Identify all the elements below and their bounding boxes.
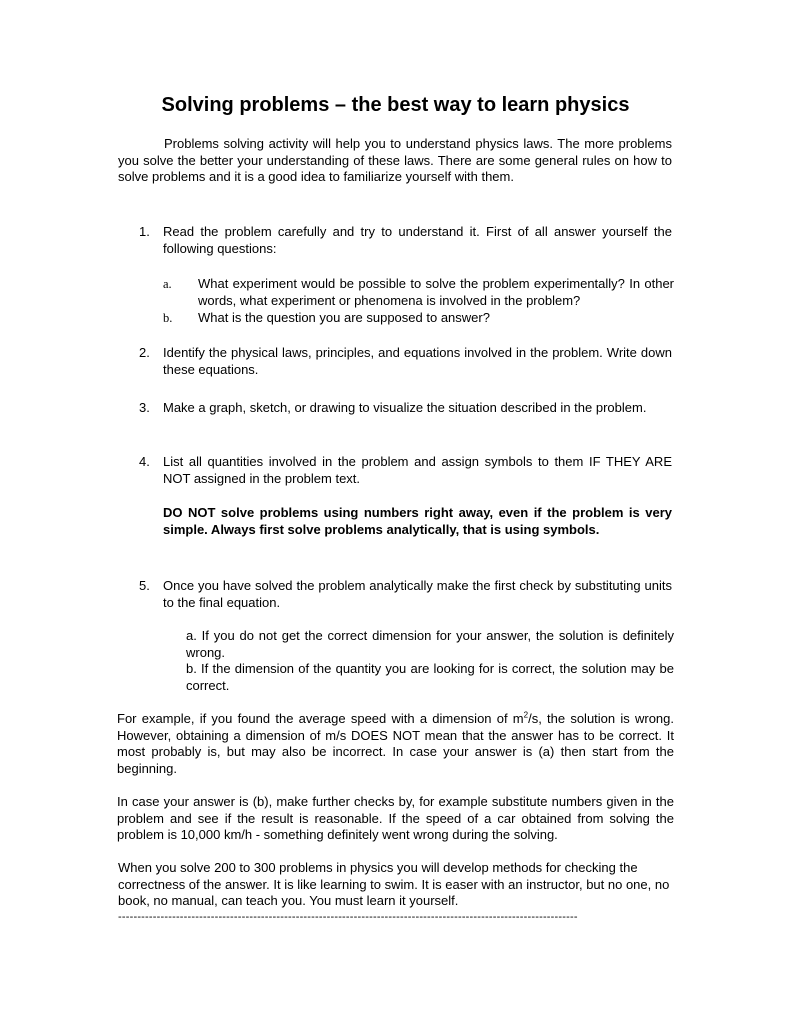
dashed-separator: -----------------------------------------------------------------------------------------------------------------------: [118, 911, 578, 923]
list-item-number: 3.: [139, 400, 150, 415]
sub-item-text: What experiment would be possible to solve the problem experimentally? In other words, what experiment or phenomena is involved in the problem?: [198, 276, 674, 308]
sub-item-label: a.: [163, 277, 172, 291]
sub-item-label: b.: [163, 311, 173, 325]
closing-paragraph: When you solve 200 to 300 problems in physics you will develop methods for checking the correctness of the answer. It is like learning to swim. It is easer with an instructor, but no one, no book, no manual, can teach you. You must learn it yourself.: [118, 860, 670, 908]
sub-item-a: a. If you do not get the correct dimension for your answer, the solution is definitely wrong.: [186, 628, 674, 660]
bold-warning-note: DO NOT solve problems using numbers right away, even if the problem is very simple. Always first solve problems analytically, that is using symbols.: [163, 505, 672, 537]
list-item-text: Identify the physical laws, principles, and equations involved in the problem. Write down these equations.: [163, 345, 672, 377]
list-item-text: Read the problem carefully and try to understand it. First of all answer yourself the following questions:: [163, 224, 672, 256]
list-item-number: 2.: [139, 345, 150, 360]
example-text-start: For example, if you found the average speed with a dimension of m: [117, 711, 524, 726]
list-item-text: List all quantities involved in the problem and assign symbols to them IF THEY ARE NOT assigned in the problem text.: [163, 454, 672, 486]
case-b-paragraph: In case your answer is (b), make further checks by, for example substitute numbers given in the problem and see if the result is reasonable. If the speed of a car obtained from solving the problem is 10,000 km/h - something definitely went wrong during the solving.: [117, 794, 674, 842]
list-item-number: 1.: [139, 224, 150, 239]
sub-item-b: b. If the dimension of the quantity you are looking for is correct, the solution may be correct.: [186, 661, 674, 693]
example-paragraph: [117, 711, 674, 777]
intro-paragraph: Problems solving activity will help you to understand physics laws. The more problems you solve the better your understanding of these laws. There are some general rules on how to solve problems and it is a good idea to familiarize yourself with them.: [118, 136, 672, 184]
list-item-number: 4.: [139, 454, 150, 469]
list-item-text: Make a graph, sketch, or drawing to visualize the situation described in the problem.: [163, 400, 647, 415]
example-text-end: /s, the solution is wrong. However, obtaining a dimension of m/s DOES NOT mean that the answer has to be correct. It most probably is, but may also be incorrect. In case your answer is (a) then start from the beginning.: [117, 711, 674, 776]
superscript-exponent: 2: [523, 710, 529, 720]
list-item-text: Once you have solved the problem analytically make the first check by substituting units to the final equation.: [163, 578, 672, 610]
sub-item-text: What is the question you are supposed to answer?: [198, 310, 490, 325]
page-title: Solving problems – the best way to learn physics: [161, 94, 630, 116]
list-item-number: 5.: [139, 578, 150, 593]
